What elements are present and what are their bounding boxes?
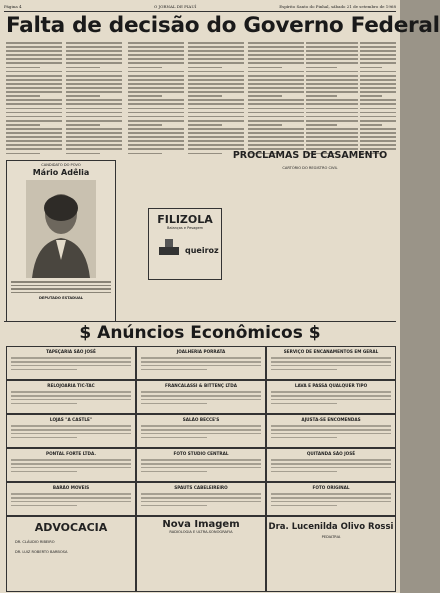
classified-ad: [136, 414, 266, 448]
classified-ad: [136, 346, 266, 380]
candidate-top: CANDIDATO DO POVO: [41, 163, 81, 167]
queiroz-logo: queiroz: [185, 246, 219, 255]
classified-title: BARÃO MOVEIS: [52, 485, 90, 490]
article-column-7: [360, 42, 396, 162]
candidate-ad: [6, 160, 116, 322]
issue-date: Espírito Santo do Pinhal, sábado 21 de setembro de 1968: [279, 4, 396, 9]
classified-title: SPAUTS CABELEIREIRO: [174, 485, 228, 490]
filizola-sub: Balanças e Pesagem: [166, 226, 204, 230]
classified-title: AJUSTA-SE ENCOMENDAS: [301, 417, 361, 422]
classified-title: SERVIÇO DE ENCANAMENTOS EM GERAL: [283, 349, 379, 354]
nova-imagem-ad: [136, 516, 266, 592]
scale-icon: [155, 233, 219, 257]
article-column-6: [306, 42, 358, 162]
classified-title: FOTO ORIGINAL: [312, 485, 350, 490]
proclamas-section: [228, 150, 392, 320]
paper-name: O JORNAL DE PIAUÍ: [154, 4, 197, 9]
filizola-brand: FILIZOLA: [157, 213, 213, 226]
proclamas-title: PROCLAMAS DE CASAMENTO: [232, 150, 388, 161]
page-header: [4, 4, 396, 12]
classified-ad: [6, 414, 136, 448]
nova-imagem-title: Nova Imagem: [162, 519, 240, 530]
classified-ad: [266, 414, 396, 448]
article-column-2: [66, 42, 122, 162]
classified-ad: [266, 482, 396, 516]
classified-ad: [266, 346, 396, 380]
article-column-3: [128, 42, 184, 162]
nova-imagem-sub: RADIOLOGIA E ULTRA-SONOGRAFIA: [169, 530, 233, 534]
section-title: $ Anúncios Econômicos $: [79, 323, 321, 343]
proclamas-subtitle: CARTÓRIO DO REGISTRO CIVIL: [282, 166, 338, 170]
classified-title: TAPEÇARIA SÃO JOSÉ: [46, 349, 96, 354]
main-headline: Falta de decisão do Governo Federal: [6, 13, 440, 38]
classified-title: LOJAS "A CASTLE": [49, 417, 93, 422]
article-column-5: [248, 42, 304, 162]
page-number: Página 4: [4, 4, 22, 9]
candidate-name: Mário Adêlia: [32, 168, 90, 177]
classified-ad: [266, 448, 396, 482]
classified-ad: [6, 482, 136, 516]
classified-title: PONTAL FORTE LTDA.: [46, 451, 96, 456]
dra-title: Dra. Lucenilda Olivo Rossi: [268, 522, 394, 532]
classified-title: LAVA E PASSA QUALQUER TIPO: [294, 383, 368, 388]
advocacia-lawyer-1: DR. CLÁUDIO RIBEIRO: [15, 540, 55, 544]
article-column-1: [6, 42, 62, 162]
classified-ad: [136, 448, 266, 482]
classified-title: RELOJOARIA TIC-TAC: [47, 383, 95, 388]
advocacia-ad: [6, 516, 136, 592]
classified-ad: [136, 380, 266, 414]
article-column-4: [188, 42, 244, 162]
classified-title: QUITANDA SÃO JOSÉ: [306, 451, 356, 456]
candidate-photo: [26, 180, 96, 278]
advocacia-lawyer-2: DR. LUIZ ROBERTO BARBOSA: [15, 550, 68, 554]
classified-title: JOALHERIA PORRATA: [176, 349, 226, 354]
classified-ad: [6, 448, 136, 482]
classified-ad: [6, 346, 136, 380]
advocacia-title: ADVOCACIA: [34, 521, 108, 534]
dra-sub: PEDIATRIA: [321, 535, 341, 539]
dra-ad: [266, 516, 396, 592]
classified-ad: [136, 482, 266, 516]
classified-title: FOTO STUDIO CENTRAL: [173, 451, 229, 456]
filizola-ad: [148, 208, 222, 280]
classified-title: SALÃO BECCE'S: [182, 417, 220, 422]
candidate-role: DEPUTADO ESTADUAL: [38, 296, 84, 301]
classified-title: FRANCALASSI & BITTENÇ LTDA: [164, 383, 238, 388]
classified-ad: [6, 380, 136, 414]
classified-ad: [266, 380, 396, 414]
